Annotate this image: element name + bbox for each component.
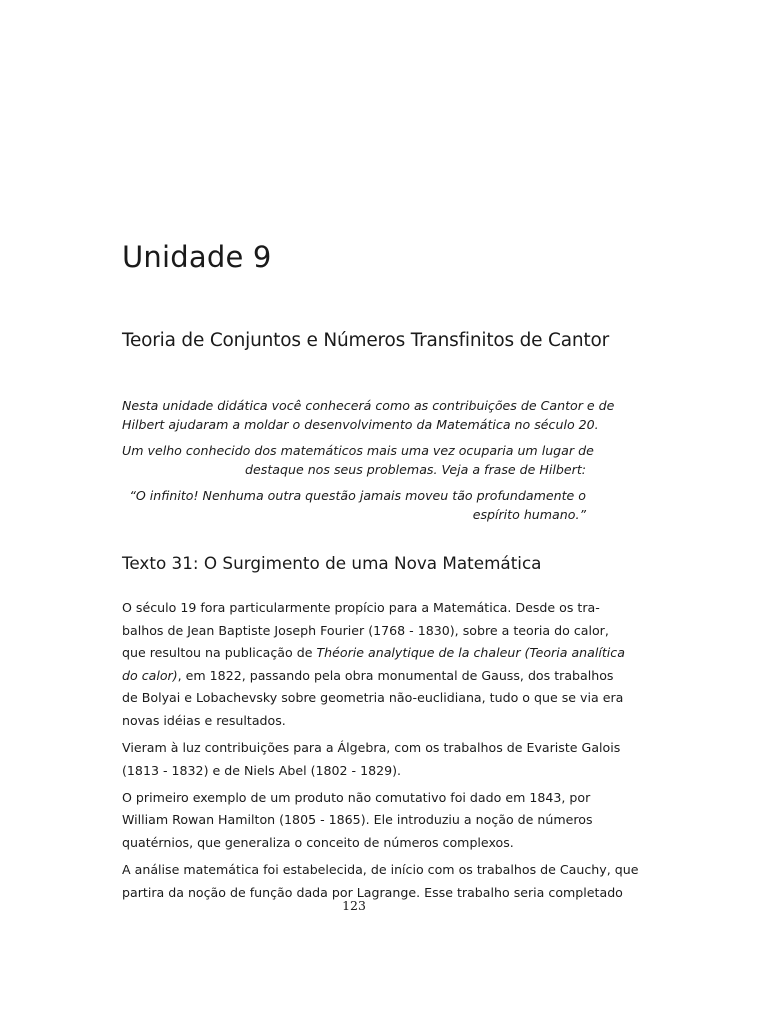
text-run: que resultou na publicação de — [122, 645, 317, 661]
text-line: Vieram à luz contribuições para a Álgebra, com os trabalhos de Evariste Galois — [122, 740, 621, 756]
abstract-line: espírito humano.” — [472, 507, 586, 522]
abstract-line: “O infinito! Nenhuma outra questão jamais moveu tão profundamente o — [129, 488, 586, 503]
chapter-abstract — [122, 396, 615, 531]
text-line: William Rowan Hamilton (1805 - 1865). Ele introduziu a noção de números — [122, 812, 593, 828]
body-text — [122, 597, 639, 909]
abstract-line: destaque nos seus problemas. Veja a frase de Hilbert: — [245, 462, 586, 477]
document-page — [122, 0, 639, 1024]
abstract-line: Um velho conhecido dos matemáticos mais uma vez ocuparia um lugar de — [122, 443, 594, 458]
page-number: 123 — [342, 898, 366, 913]
abstract-quote — [122, 486, 586, 524]
text-line: A análise matemática foi estabelecida, de início com os trabalhos de Cauchy, que — [122, 862, 639, 878]
text-line: quatérnios, que generaliza o conceito de números complexos. — [122, 834, 514, 850]
section-title: Texto 31: O Surgimento de uma Nova Matemática — [122, 553, 542, 573]
text-run: , em 1822, passando pela obra monumental de Gauss, dos trabalhos — [177, 667, 614, 683]
text-line — [122, 665, 614, 688]
text-line: novas idéias e resultados. — [122, 712, 286, 728]
text-line: O primeiro exemplo de um produto não comutativo foi dado em 1843, por — [122, 789, 591, 805]
body-paragraph — [122, 737, 621, 782]
text-line — [122, 642, 625, 665]
text-line: de Bolyai e Lobachevsky sobre geometria não-euclidiana, tudo o que se via era — [122, 690, 624, 706]
body-paragraph — [122, 787, 593, 855]
abstract-paragraph — [122, 441, 594, 479]
abstract-line: Hilbert ajudaram a moldar o desenvolvimento da Matemática no século 20. — [122, 417, 599, 432]
abstract-paragraph — [122, 396, 615, 434]
book-title: do calor) — [122, 667, 178, 683]
chapter-subtitle: Teoria de Conjuntos e Números Transfinitos de Cantor — [122, 330, 609, 351]
chapter-title: Unidade 9 — [122, 240, 272, 274]
text-line: (1813 - 1832) e de Niels Abel (1802 - 1829). — [122, 762, 402, 778]
text-line: O século 19 fora particularmente propício para a Matemática. Desde os tra- — [122, 600, 600, 615]
book-title: Théorie analytique de la chaleur (Teoria analítica — [316, 645, 625, 661]
text-line: partira da noção de função dada por Lagrange. Esse trabalho seria completado — [122, 884, 623, 900]
abstract-line: Nesta unidade didática você conhecerá como as contribuições de Cantor e de — [122, 398, 615, 413]
body-paragraph — [122, 597, 625, 733]
text-line: balhos de Jean Baptiste Joseph Fourier (1768 - 1830), sobre a teoria do calor, — [122, 622, 609, 638]
